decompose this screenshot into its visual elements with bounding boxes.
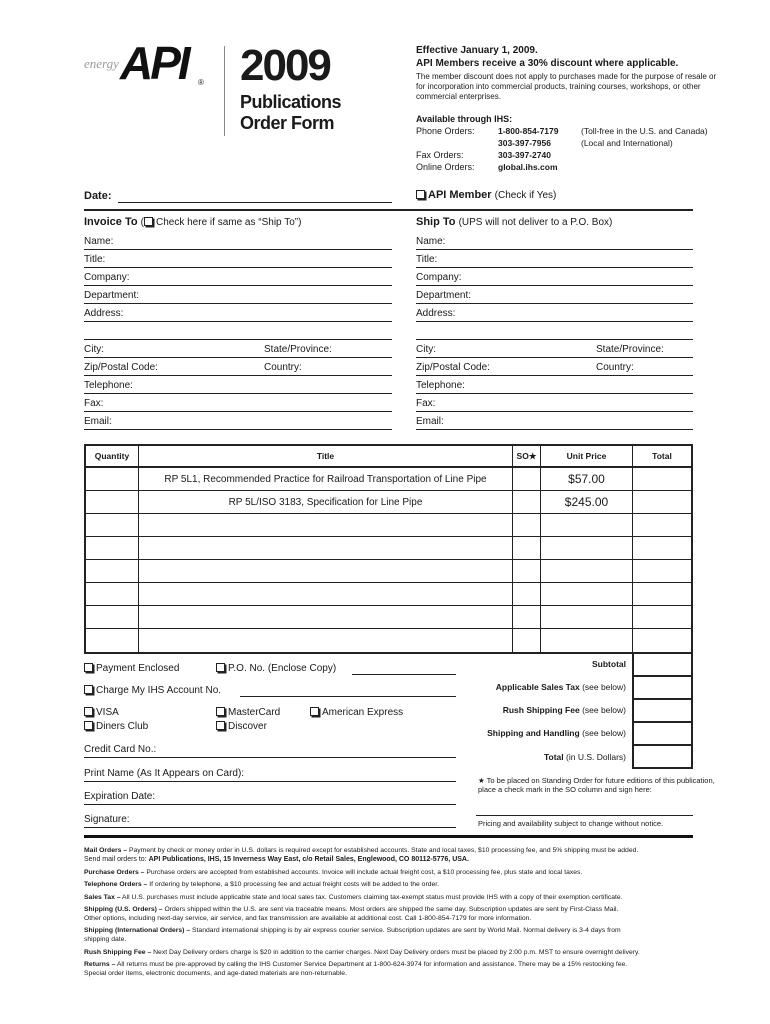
ship-name-label: Name: [416, 236, 446, 247]
total-field[interactable] [632, 746, 693, 769]
total-cell[interactable] [633, 491, 691, 513]
invoice-fax-field[interactable] [84, 411, 392, 412]
total-cell[interactable] [633, 537, 691, 559]
so-cell[interactable] [513, 468, 541, 490]
diners-label: Diners Club [96, 721, 149, 732]
sales-tax-text: Applicable Sales Tax [495, 682, 580, 692]
so-cell[interactable] [513, 606, 541, 628]
payment-enclosed-option[interactable] [84, 663, 179, 674]
unit-price-cell[interactable] [541, 514, 633, 536]
ship-country-label: Country: [596, 362, 634, 373]
mastercard-option[interactable] [216, 707, 280, 718]
invoice-email-label: Email: [84, 416, 112, 427]
api-member-checkbox[interactable] [416, 189, 556, 201]
total-label [440, 752, 626, 762]
shipping-intl-title: Shipping (International Orders) – [84, 927, 191, 934]
invoice-email-field[interactable] [84, 429, 392, 430]
fine-print-tax [84, 893, 724, 902]
discount-note: The member discount does not apply to purchases made for the purpose of resale or for incorporation into commercial products, training courses, workshops, or other commercial enterprises. [416, 72, 717, 101]
invoice-to-label: Invoice To [84, 216, 138, 228]
unit-price-cell[interactable] [541, 629, 633, 652]
quantity-cell[interactable] [86, 468, 139, 490]
invoice-title-label: Title: [84, 254, 106, 265]
table-row [86, 583, 691, 606]
header-title: Title [139, 446, 513, 466]
title-cell[interactable] [139, 560, 513, 582]
invoice-department-label: Department: [84, 290, 140, 301]
phone-number-tollfree[interactable]: 1-800-854-7179 [498, 126, 559, 136]
total-note: (in U.S. Dollars) [566, 752, 626, 762]
visa-label: VISA [96, 707, 119, 718]
telephone-orders-title: Telephone Orders – [84, 881, 148, 888]
print-name-label: Print Name (As It Appears on Card): [84, 768, 245, 779]
ship-department-field[interactable] [416, 303, 693, 304]
member-discount: API Members receive a 30% discount where applicable. [416, 58, 679, 69]
cc-number-field[interactable] [84, 757, 456, 758]
sales-tax-note: (see below) [582, 682, 626, 692]
subtotal-text: Subtotal [592, 659, 626, 669]
invoice-state-label: State/Province: [264, 344, 332, 355]
quantity-cell[interactable] [86, 583, 139, 605]
title-cell[interactable] [139, 537, 513, 559]
ship-company-field[interactable] [416, 285, 693, 286]
title-cell[interactable] [139, 514, 513, 536]
invoice-name-field[interactable] [84, 249, 392, 250]
diners-option[interactable] [84, 721, 148, 732]
total-cell[interactable] [633, 468, 691, 490]
signature-field[interactable] [84, 827, 456, 828]
fine-print-ship-intl-2: shipping date. [84, 936, 127, 943]
unit-price-cell[interactable] [541, 583, 633, 605]
unit-price-cell[interactable] [541, 606, 633, 628]
invoice-telephone-field[interactable] [84, 393, 392, 394]
mail-address-intro: Send mail orders to: [84, 856, 147, 863]
so-cell[interactable] [513, 537, 541, 559]
phone-tollfree-note: (Toll-free in the U.S. and Canada) [581, 126, 708, 136]
quantity-cell[interactable] [86, 560, 139, 582]
rush-fee-note: (see below) [582, 705, 626, 715]
sales-tax-label [440, 682, 626, 692]
total-cell[interactable] [633, 560, 691, 582]
online-orders-url[interactable]: global.ihs.com [498, 162, 558, 172]
signature-label: Signature: [84, 814, 130, 825]
shipping-handling-label [440, 728, 626, 738]
ship-city-state-field[interactable] [416, 357, 693, 358]
ship-company-label: Company: [416, 272, 462, 283]
rush-fee-field[interactable] [632, 700, 693, 723]
ship-title-field[interactable] [416, 267, 693, 268]
mail-orders-title: Mail Orders – [84, 847, 128, 854]
table-row [86, 468, 691, 491]
table-row [86, 606, 691, 629]
shipping-us-title: Shipping (U.S. Orders) – [84, 906, 163, 913]
phone-local-note: (Local and International) [581, 138, 673, 148]
mail-address: API Publications, IHS, 15 Inverness Way East, c/o Retail Sales, Englewood, CO 80112-5776, USA. [148, 856, 469, 863]
fine-print-mail-address [84, 855, 724, 864]
so-cell[interactable] [513, 514, 541, 536]
invoice-department-field[interactable] [84, 303, 392, 304]
fine-print-returns [84, 960, 724, 969]
quantity-cell[interactable] [86, 606, 139, 628]
ship-email-field[interactable] [416, 429, 693, 430]
ship-title-label: Title: [416, 254, 438, 265]
header-unit-price: Unit Price [541, 446, 633, 466]
rush-fee-text: Rush Shipping Fee [502, 705, 580, 715]
footer-divider [84, 835, 693, 838]
ship-department-label: Department: [416, 290, 472, 301]
discover-option[interactable] [216, 721, 267, 732]
total-cell[interactable] [633, 514, 691, 536]
mail-orders-text: Payment by check or money order in U.S. dollars is required except for established accounts. State and local taxes, $10 processing fee, and 5% shipping must be added. [128, 847, 639, 854]
available-through: Available through IHS: [416, 114, 513, 124]
title-cell[interactable]: RP 5L1, Recommended Practice for Railroad Transportation of Line Pipe [139, 468, 513, 490]
ship-to-label: Ship To [416, 216, 456, 228]
phone-number-local[interactable]: 303-397-7956 [498, 138, 551, 148]
po-option[interactable] [216, 663, 336, 674]
invoice-address-field-2[interactable] [84, 339, 392, 340]
charge-account-option[interactable] [84, 685, 221, 696]
title-cell[interactable] [139, 606, 513, 628]
fine-print-mail [84, 846, 724, 855]
table-row [86, 537, 691, 560]
telephone-orders-text: If ordering by telephone, a $10 processing fee and actual freight costs will be added to the order. [149, 881, 440, 888]
returns-text: All returns must be pre-approved by calling the IHS Customer Service Department at 1-800-624-3974 for information and assistance. There may be a 15% restocking fee. [116, 961, 628, 968]
rush-fee-title: Rush Shipping Fee – [84, 949, 152, 956]
so-cell[interactable] [513, 583, 541, 605]
table-row [86, 629, 691, 652]
checkbox-icon [84, 685, 93, 694]
standing-order-note: ★ To be placed on Standing Order for future editions of this publication, place a check mark in the SO column and sign here: [478, 776, 715, 794]
returns-title: Returns – [84, 961, 116, 968]
title-cell[interactable] [139, 629, 513, 652]
invoice-address-label: Address: [84, 308, 124, 319]
ship-name-field[interactable] [416, 249, 693, 250]
logo-energy-text: energy [84, 56, 119, 71]
ship-fax-label: Fax: [416, 398, 436, 409]
form-title: Publications Order Form [240, 92, 342, 133]
shipping-intl-text: Standard international shipping is by air express courier service. Subscription updates are sent by World Mail. Normal delivery is 3-4 days from [192, 927, 621, 934]
visa-option[interactable] [84, 707, 119, 718]
invoice-title-field[interactable] [84, 267, 392, 268]
so-cell[interactable] [513, 629, 541, 652]
invoice-city-label: City: [84, 344, 104, 355]
fine-print-ship-us-2: Other options, including next-day service, air service, and fax transmission are available at additional cost. Call 1-800-854-7179 for more information. [84, 915, 532, 922]
rush-fee-text: Next Day Delivery orders charge is $20 in addition to the carrier charges. Next Day Delivery orders must be placed by 2:00 p.m. MST to ensure overnight delivery. [153, 949, 640, 956]
same-as-ship-to-checkbox[interactable] [144, 217, 153, 226]
shipping-handling-note: (see below) [582, 728, 626, 738]
same-as-ship-to-label: Check here if same as “Ship To”) [156, 217, 302, 228]
api-member-label: API Member [428, 189, 492, 201]
ship-address-field[interactable] [416, 321, 693, 322]
ship-state-label: State/Province: [596, 344, 664, 355]
invoice-zip-country-field[interactable] [84, 375, 392, 376]
po-label: P.O. No. (Enclose Copy) [228, 663, 337, 674]
ship-to-note: (UPS will not deliver to a P.O. Box) [458, 217, 613, 228]
order-table-body [86, 468, 691, 652]
invoice-to-heading [84, 216, 301, 228]
invoice-zip-label: Zip/Postal Code: [84, 362, 158, 373]
quantity-cell[interactable] [86, 514, 139, 536]
table-row [86, 514, 691, 537]
purchase-orders-title: Purchase Orders – [84, 869, 145, 876]
amex-option[interactable] [310, 707, 403, 718]
fine-print-ship-intl [84, 926, 724, 935]
invoice-fax-label: Fax: [84, 398, 104, 409]
quantity-cell[interactable] [86, 537, 139, 559]
unit-price-cell[interactable]: $57.00 [541, 468, 633, 490]
ship-zip-label: Zip/Postal Code: [416, 362, 490, 373]
unit-price-cell[interactable] [541, 560, 633, 582]
shipping-handling-field[interactable] [632, 723, 693, 746]
header-divider [224, 46, 225, 136]
cc-number-label: Credit Card No.: [84, 744, 157, 755]
pricing-note: Pricing and availability subject to change without notice. [478, 819, 664, 828]
ship-address-label: Address: [416, 308, 456, 319]
invoice-country-label: Country: [264, 362, 302, 373]
fine-print-returns-2: Special order items, electronic documents, and age-dated materials are non-returnable. [84, 970, 347, 977]
checkbox-icon [416, 190, 425, 199]
date-label: Date: [84, 190, 112, 202]
ship-zip-country-field[interactable] [416, 375, 693, 376]
ship-fax-field[interactable] [416, 411, 693, 412]
order-table-header [86, 446, 691, 468]
order-table [84, 444, 693, 654]
so-cell[interactable] [513, 491, 541, 513]
expiration-field[interactable] [84, 804, 456, 805]
charge-account-label: Charge My IHS Account No. [96, 685, 222, 696]
shipping-us-text: Orders shipped within the U.S. are sent via traceable means. Most orders are shipped the same day. Subscription updates are sent by First-Class Mail. [164, 906, 619, 913]
ship-city-label: City: [416, 344, 436, 355]
checkbox-icon [84, 707, 93, 716]
sales-tax-text: All U.S. purchases must include applicable state and local sales tax. Customers claiming tax-exempt status must provide IHS with a copy of their exemption certificate. [122, 894, 623, 901]
fax-number[interactable]: 303-397-2740 [498, 150, 551, 160]
checkbox-icon [216, 721, 225, 730]
invoice-city-state-field[interactable] [84, 357, 392, 358]
mastercard-label: MasterCard [228, 707, 281, 718]
purchase-orders-text: Purchase orders are accepted from established accounts. Invoice will include actual freight cost, a $10 processing fee, plus state and local taxes. [146, 869, 583, 876]
checkbox-icon [216, 663, 225, 672]
api-member-note: (Check if Yes) [494, 190, 557, 201]
po-number-field[interactable] [352, 674, 456, 675]
standing-order-signature-field[interactable] [476, 815, 693, 816]
invoice-paren: ( [140, 217, 144, 228]
invoice-address-field[interactable] [84, 321, 392, 322]
total-text: Total [543, 752, 564, 762]
total-cell[interactable] [633, 583, 691, 605]
ship-email-label: Email: [416, 416, 444, 427]
expiration-label: Expiration Date: [84, 791, 156, 802]
registered-mark: ® [198, 78, 204, 87]
invoice-name-label: Name: [84, 236, 114, 247]
ship-address-field-2[interactable] [416, 339, 693, 340]
ihs-account-field[interactable] [240, 696, 456, 697]
sales-tax-field[interactable] [632, 677, 693, 700]
header-so: SO★ [513, 446, 541, 466]
effective-date: Effective January 1, 2009. [416, 45, 538, 56]
online-orders-label: Online Orders: [416, 162, 475, 172]
section-divider [84, 209, 693, 211]
discover-label: Discover [228, 721, 267, 732]
form-year: 2009 [240, 41, 330, 90]
unit-price-cell[interactable] [541, 537, 633, 559]
total-cell[interactable] [633, 629, 691, 652]
invoice-telephone-label: Telephone: [84, 380, 133, 391]
header-quantity: Quantity [86, 446, 139, 466]
total-cell[interactable] [633, 606, 691, 628]
phone-orders-label: Phone Orders: [416, 126, 475, 136]
quantity-cell[interactable] [86, 491, 139, 513]
api-logo: API [120, 37, 188, 89]
fine-print-purchase [84, 868, 724, 877]
header-total: Total [652, 451, 672, 461]
sales-tax-title: Sales Tax – [84, 894, 121, 901]
unit-price-cell[interactable]: $245.00 [541, 491, 633, 513]
checkbox-icon [84, 663, 93, 672]
print-name-field[interactable] [84, 781, 456, 782]
amex-label: American Express [322, 707, 404, 718]
quantity-cell[interactable] [86, 629, 139, 652]
so-cell[interactable] [513, 560, 541, 582]
table-row [86, 560, 691, 583]
invoice-company-field[interactable] [84, 285, 392, 286]
subtotal-field[interactable] [632, 654, 693, 677]
subtotal-label [476, 659, 626, 669]
checkbox-icon [310, 707, 319, 716]
ship-telephone-field[interactable] [416, 393, 693, 394]
ship-telephone-label: Telephone: [416, 380, 465, 391]
fine-print-telephone [84, 880, 724, 889]
title-cell[interactable]: RP 5L/ISO 3183, Specification for Line Pipe [139, 491, 513, 513]
fax-orders-label: Fax Orders: [416, 150, 464, 160]
checkbox-icon [84, 721, 93, 730]
invoice-company-label: Company: [84, 272, 130, 283]
table-row [86, 491, 691, 514]
rush-fee-label [440, 705, 626, 715]
ship-to-heading [416, 216, 612, 228]
fine-print-ship-us [84, 905, 724, 914]
payment-enclosed-label: Payment Enclosed [96, 663, 180, 674]
checkbox-icon [216, 707, 225, 716]
shipping-handling-text: Shipping and Handling [487, 728, 580, 738]
date-field[interactable] [118, 202, 392, 203]
fine-print-rush [84, 948, 724, 957]
title-cell[interactable] [139, 583, 513, 605]
